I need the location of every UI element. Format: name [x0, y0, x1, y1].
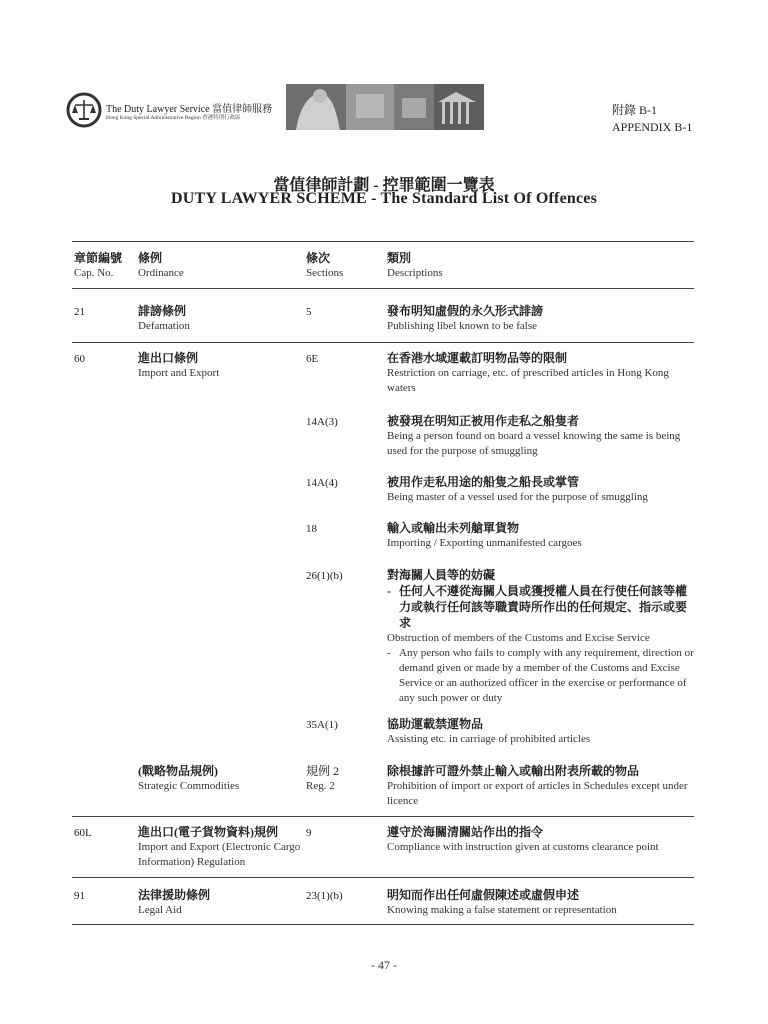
description-zh: 明知而作出任何虛假陳述或虛假申述 — [387, 888, 580, 902]
duty-lawyer-logo-icon — [66, 92, 102, 128]
table-row-section: 23(1)(b) — [306, 890, 343, 902]
ordinance-zh: 進出口(電子貨物資料)規例 — [138, 825, 278, 839]
table-row-ordinance — [138, 824, 303, 870]
table-row-description — [387, 763, 695, 809]
table-row-description — [387, 567, 695, 706]
column-header-sections-zh: 條次 — [306, 251, 331, 265]
description-en: Obstruction of members of the Customs and Excise Service — [387, 632, 650, 644]
description-en: Restriction on carriage, etc. of prescribed articles in Hong Kong waters — [387, 367, 669, 394]
table-bottom-rule — [72, 924, 694, 925]
ordinance-en: Legal Aid — [138, 904, 182, 916]
table-row-section: 35A(1) — [306, 719, 338, 731]
page-title-en: DUTY LAWYER SCHEME - The Standard List Of Offences — [170, 190, 598, 207]
table-row-section: 18 — [306, 523, 317, 535]
ordinance-zh: 誹謗條例 — [138, 304, 187, 318]
table-row-cap: 60 — [74, 353, 85, 365]
column-header-descriptions-zh: 類別 — [387, 251, 412, 265]
table-row-description — [387, 716, 695, 747]
appendix-label-en: APPENDIX B-1 — [612, 120, 693, 134]
description-zh: 被發現在明知正被用作走私之船隻者 — [387, 414, 580, 428]
column-header-cap — [74, 250, 134, 281]
description-zh: 輸入或輸出未列艙單貨物 — [387, 521, 520, 535]
table-row-section: 14A(4) — [306, 477, 338, 489]
column-header-ordinance-zh: 條例 — [138, 251, 163, 265]
description-zh: 遵守於海關清關站作出的指令 — [387, 825, 544, 839]
table-row-cap: 21 — [74, 306, 85, 318]
ordinance-en: Defamation — [138, 320, 190, 332]
ordinance-zh: (戰略物品規例) — [138, 764, 218, 778]
row-divider — [72, 877, 694, 878]
description-en: Prohibition of import or export of articles in Schedules except under licence — [387, 780, 688, 807]
ordinance-en: Import and Export — [138, 367, 220, 379]
column-header-sections — [306, 250, 384, 281]
row-divider — [72, 342, 694, 343]
ordinance-zh: 法律援助條例 — [138, 888, 211, 902]
column-header-ordinance-en: Ordinance — [138, 267, 184, 279]
description-zh: 對海關人員等的妨礙 — [387, 568, 496, 582]
description-zh: 除根據許可證外禁止輸入或輸出附表所載的物品 — [387, 764, 640, 778]
table-top-rule — [72, 241, 694, 242]
ordinance-zh: 進出口條例 — [138, 351, 199, 365]
table-row-description — [387, 520, 695, 551]
table-row-ordinance — [138, 887, 303, 918]
table-row-description — [387, 350, 695, 396]
section-zh: 規例 2 — [306, 764, 340, 778]
page-number: - 47 - — [371, 958, 397, 972]
ordinance-en: Strategic Commodities — [138, 780, 240, 792]
appendix-label — [612, 102, 698, 136]
table-row-ordinance — [138, 350, 303, 381]
description-en: Being a person found on board a vessel knowing the same is being used for the purpose of smuggling — [387, 430, 681, 457]
table-row-description — [387, 887, 695, 918]
bullet-dash: - — [387, 584, 391, 598]
logo-subtitle: Hong Kong Special Administrative Region 香港特別行政區 — [106, 115, 241, 121]
description-zh-bullet-text: 任何人不遵從海關人員或獲授權人員在行使任何該等權力或執行任何該等職責時所作出的任何規定、指示或要求 — [399, 584, 688, 630]
table-row-section: 6E — [306, 353, 319, 365]
header-photo-collage-icon — [286, 84, 484, 130]
column-header-ordinance — [138, 250, 303, 281]
table-row-description — [387, 824, 695, 855]
description-en: Being master of a vessel used for the purpose of smuggling — [387, 491, 648, 503]
table-row-cap: 60L — [74, 827, 92, 839]
row-divider — [72, 816, 694, 817]
description-en-bullet — [387, 646, 695, 706]
description-zh-bullet — [387, 583, 695, 631]
description-en: Assisting etc. in carriage of prohibited articles — [387, 733, 591, 745]
table-row-section: 5 — [306, 306, 312, 318]
column-header-cap-en: Cap. No. — [74, 267, 114, 279]
column-header-sections-en: Sections — [306, 267, 344, 279]
column-header-cap-zh: 章節編號 — [74, 251, 123, 265]
description-en: Importing / Exporting unmanifested cargoes — [387, 537, 582, 549]
description-zh: 在香港水域運載訂明物品等的限制 — [387, 351, 568, 365]
table-row-section: 26(1)(b) — [306, 570, 343, 582]
table-row-section: 14A(3) — [306, 416, 338, 428]
description-en: Compliance with instruction given at customs clearance point — [387, 841, 659, 853]
appendix-label-zh: 附錄 B-1 — [612, 103, 658, 117]
table-row-ordinance — [138, 303, 303, 334]
description-zh: 被用作走私用途的船隻之船長或掌管 — [387, 475, 580, 489]
table-header-rule — [72, 288, 694, 289]
table-row-description — [387, 413, 695, 459]
description-en: Publishing libel known to be false — [387, 320, 538, 332]
description-zh: 發布明知虛假的永久形式誹謗 — [387, 304, 544, 318]
table-row-section — [306, 763, 384, 794]
page-header — [60, 84, 700, 144]
description-en: Knowing making a false statement or representation — [387, 904, 617, 916]
table-row-section: 9 — [306, 827, 312, 839]
column-header-descriptions-en: Descriptions — [387, 267, 443, 279]
description-zh: 協助運載禁運物品 — [387, 717, 484, 731]
section-en: Reg. 2 — [306, 780, 335, 792]
table-row-cap: 91 — [74, 890, 85, 902]
description-en-bullet-text: Any person who fails to comply with any requirement, direction or demand given or made by a member of the Customs and Excise Service or an authorized officer in the exercise or performance of any such power or duty — [399, 647, 694, 704]
table-row-ordinance — [138, 763, 303, 794]
page-title-zh: 當值律師計劃 - 控罪範圍一覽表 — [273, 177, 495, 194]
table-row-description — [387, 303, 695, 334]
ordinance-en: Import and Export (Electronic Cargo Information) Regulation — [138, 841, 301, 868]
table-row-description — [387, 474, 695, 505]
column-header-descriptions — [387, 250, 695, 281]
bullet-dash: - — [387, 647, 391, 659]
logo-name: The Duty Lawyer Service 當值律師服務 — [106, 104, 273, 115]
